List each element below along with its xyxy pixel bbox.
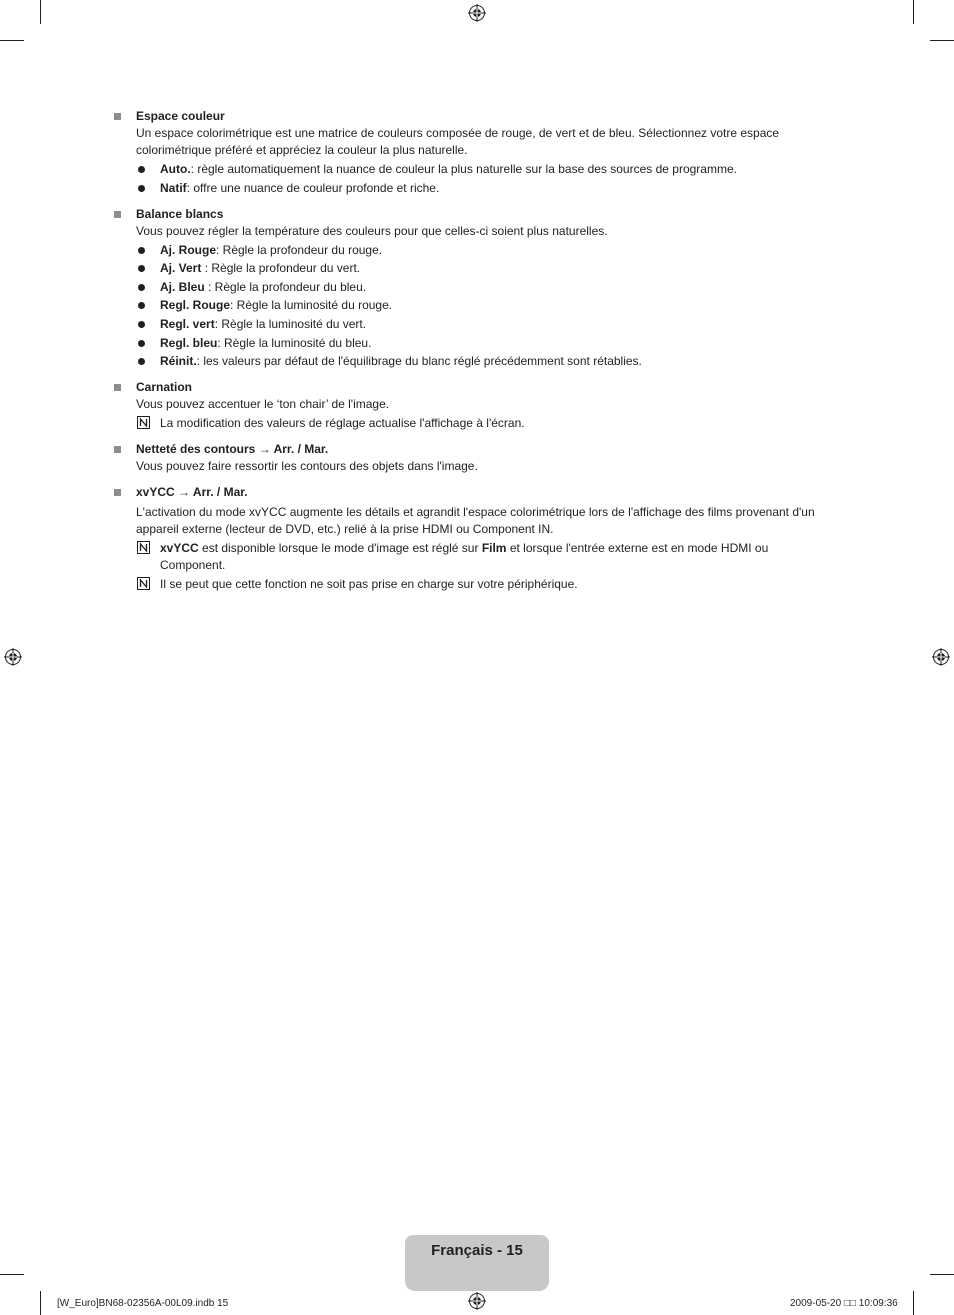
print-slug-right: 2009-05-20 □□ 10:09:36	[790, 1298, 898, 1309]
crop-mark	[0, 40, 24, 41]
item-text: : Règle la profondeur du rouge.	[216, 242, 383, 257]
section-description: L'activation du mode xvYCC augmente les détails et agrandit l'espace colorimétrique lors de l'affichage des films provenant d'un appareil externe (lecteur de DVD, etc.) relié à la prise HDMI ou Component IN.	[136, 505, 815, 537]
square-bullet-icon	[114, 384, 121, 391]
registration-mark-icon	[468, 1292, 486, 1310]
item-text: : les valeurs par défaut de l'équilibrage du blanc réglé précédemment sont rétablies.	[196, 354, 642, 369]
item-term: Regl. vert	[160, 316, 215, 331]
list-item	[136, 297, 833, 314]
bullet-dot-icon	[138, 284, 145, 291]
item-term: Auto.	[160, 162, 191, 176]
item-text: : Règle la profondeur du vert.	[201, 261, 361, 276]
note-text: La modification des valeurs de réglage actualise l'affichage à l'écran.	[160, 416, 525, 431]
section-heading: Balance blancs	[136, 206, 224, 221]
crop-mark	[930, 40, 954, 41]
note	[136, 576, 833, 593]
list-item	[136, 161, 833, 178]
list-item	[136, 316, 833, 333]
item-text: : règle automatiquement la nuance de couleur la plus naturelle sur la base des sources de programme.	[190, 162, 737, 176]
bullet-dot-icon	[138, 185, 145, 192]
bullet-dot-icon	[138, 166, 145, 173]
list-item	[136, 335, 833, 352]
square-bullet-icon	[114, 446, 121, 453]
section-description: Vous pouvez faire ressortir les contours des objets dans l'image.	[136, 459, 478, 474]
note-text: est disponible lorsque le mode d'image est réglé sur	[198, 541, 482, 556]
section-description: Un espace colorimétrique est une matrice de couleurs composée de rouge, de vert et de bleu. Sélectionnez votre espace colorimétrique préféré et appréciez la couleur la plus naturelle.	[136, 126, 780, 157]
section-heading: xvYCC → Arr. / Mar.	[136, 485, 248, 500]
page-content	[113, 108, 833, 602]
crop-mark	[40, 1291, 41, 1315]
crop-mark	[0, 1274, 24, 1275]
section-description: Vous pouvez régler la température des couleurs pour que celles-ci soient plus naturelles.	[136, 223, 608, 238]
item-term: Aj. Vert	[160, 261, 202, 276]
square-bullet-icon	[114, 211, 121, 218]
bullet-dot-icon	[138, 340, 145, 347]
item-text: : offre une nuance de couleur profonde et riche.	[186, 180, 440, 195]
section-description: Vous pouvez accentuer le ‘ton chair’ de l'image.	[136, 397, 390, 412]
item-text: : Règle la luminosité du bleu.	[217, 335, 372, 350]
note-term: xvYCC	[160, 541, 199, 556]
crop-mark	[930, 1274, 954, 1275]
note	[136, 415, 833, 432]
note-icon	[137, 416, 150, 429]
page-label: Français - 15	[431, 1242, 523, 1259]
section-carnation	[113, 379, 833, 432]
item-text: : Règle la luminosité du rouge.	[230, 298, 393, 313]
bullet-list	[136, 242, 833, 371]
list-item	[136, 180, 833, 197]
note-icon	[137, 541, 150, 554]
note-text: et lorsque l'entrée externe est en mode HDMI ou Component.	[160, 541, 769, 573]
square-bullet-icon	[114, 489, 121, 496]
registration-mark-icon	[468, 4, 486, 22]
bullet-list	[136, 161, 833, 197]
item-term: Réinit.	[160, 354, 197, 369]
note-icon	[137, 577, 150, 590]
bullet-dot-icon	[138, 265, 145, 272]
item-text: : Règle la profondeur du bleu.	[204, 279, 367, 294]
item-term: Regl. bleu	[160, 335, 218, 350]
note-term: Film	[481, 541, 507, 556]
page-number-tab	[405, 1235, 549, 1291]
crop-mark	[40, 0, 41, 24]
section-espace-couleur	[113, 108, 833, 197]
bullet-dot-icon	[138, 321, 145, 328]
section-heading: Espace couleur	[136, 109, 225, 123]
note-text: Il se peut que cette fonction ne soit pas prise en charge sur votre périphérique.	[160, 577, 578, 592]
section-heading: Carnation	[136, 380, 193, 395]
section-heading: Netteté des contours → Arr. / Mar.	[136, 442, 329, 457]
bullet-dot-icon	[138, 358, 145, 365]
item-term: Aj. Bleu	[160, 279, 205, 294]
crop-mark	[913, 0, 914, 24]
item-text: : Règle la luminosité du vert.	[214, 316, 367, 331]
square-bullet-icon	[114, 113, 121, 120]
bullet-dot-icon	[138, 247, 145, 254]
section-xvycc	[113, 484, 833, 593]
item-term: Aj. Rouge	[160, 242, 216, 257]
section-balance-blancs	[113, 206, 833, 371]
print-slug-left: [W_Euro]BN68-02356A-00L09.indb 15	[57, 1298, 229, 1309]
registration-mark-icon	[4, 648, 22, 666]
list-item	[136, 242, 833, 259]
crop-mark	[913, 1291, 914, 1315]
registration-mark-icon	[932, 648, 950, 666]
item-term: Regl. Rouge	[160, 298, 231, 313]
bullet-dot-icon	[138, 302, 145, 309]
list-item	[136, 260, 833, 277]
list-item	[136, 279, 833, 296]
note	[136, 540, 833, 574]
list-item	[136, 353, 833, 370]
item-term: Natif	[160, 180, 187, 195]
section-nettete-contours	[113, 441, 833, 475]
